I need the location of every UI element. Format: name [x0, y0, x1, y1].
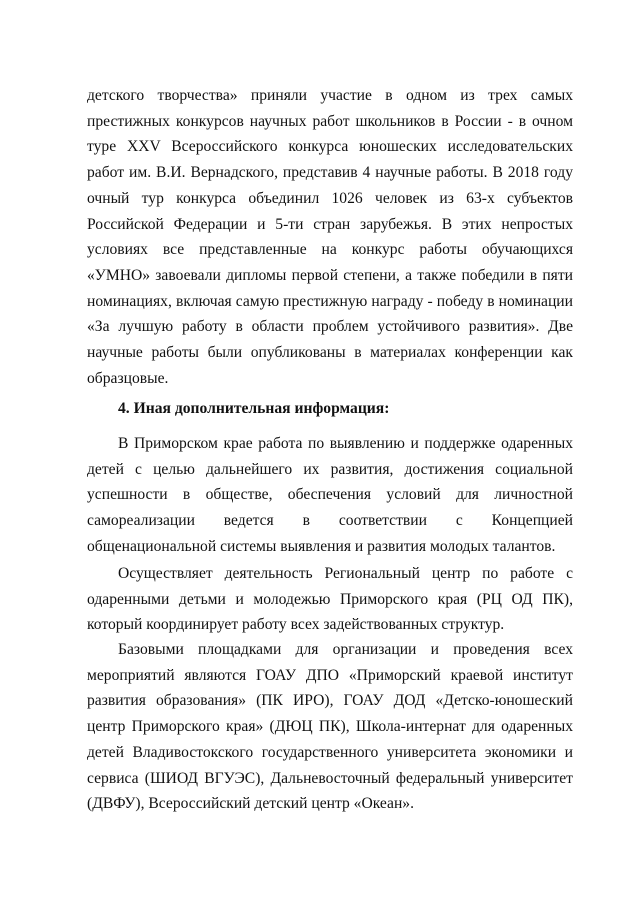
- paragraph-base-sites: Базовыми площадками для организации и проведения всех мероприятий являются ГОАУ ДПО «Приморский краевой институт развития образования» (ПК ИРО), ГОАУ ДОД «Детско-юношеский центр Приморского края» (ДЮЦ ПК), Школа-интернат для одаренных детей Владивостокского государственного университета экономики и сервиса (ШИОД ВГУЭС), Дальневосточный федеральный университет (ДВФУ), Всероссийский детский центр «Океан».: [87, 641, 573, 813]
- paragraph-contest-results: детского творчества» приняли участие в одном из трех самых престижных конкурсов научных работ школьников в России - в очном туре XXV Всероссийского конкурса юношеских исследовательских работ им. В.И. Вернадского, представив 4 научные работы. В 2018 году очный тур конкурса объединил 1026 человек из 63-х субъектов Российской Федерации и 5-ти стран зарубежья. В этих непростых условиях все представленные на конкурс работы обучающихся «УМНО» завоевали дипломы первой степени, а также победили в пяти номинациях, включая самую престижную награду - победу в номинации «За лучшую работу в области проблем устойчивого развития». Две научные работы были опубликованы в материалах конференции как образцовые.: [87, 87, 573, 387]
- section-heading: 4. Иная дополнительная информация:: [118, 400, 390, 417]
- paragraph-regional-center: Осуществляет деятельность Региональный центр по работе с одаренными детьми и молодежью Приморского края (РЦ ОД ПК), который координирует работу всех задействованных структур.: [87, 565, 573, 634]
- paragraph-regional-work: В Приморском крае работа по выявлению и поддержке одаренных детей с целью дальнейшего их развития, достижения социальной успешности в обществе, обеспечения условий для личностной самореализации ведется в соответствии с Концепцией общенациональной системы выявления и развития молодых талантов.: [87, 435, 573, 555]
